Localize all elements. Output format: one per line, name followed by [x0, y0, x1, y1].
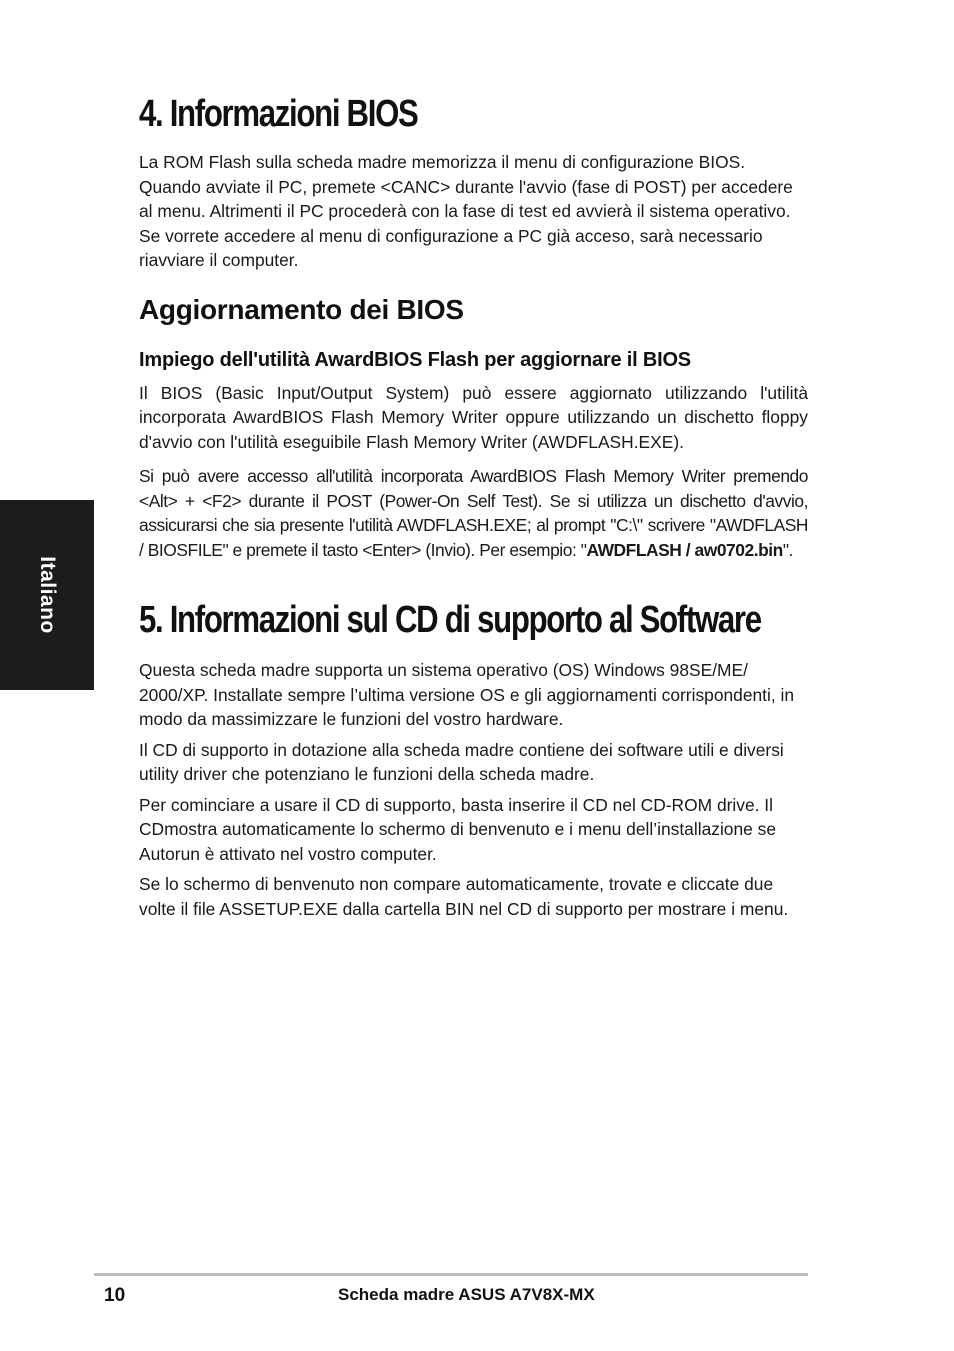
cd-paragraph-3: Per cominciare a usare il CD di supporto, basta inserire il CD nel CD-ROM drive. Il CDmostra automaticamente lo schermo di benvenuto e i menu dell’installazione se Autorun è attivato nel vostro computer. [139, 794, 777, 864]
footer-document-title: Scheda madre ASUS A7V8X-MX [338, 1285, 595, 1304]
cd-paragraph-2: Il CD di supporto in dotazione alla scheda madre contiene dei software utili e diversi utility driver che potenziano le funzioni della scheda madre. [139, 739, 784, 784]
bios-intro-paragraph: La ROM Flash sulla scheda madre memorizza il menu di configurazione BIOS. Quando avviate il PC, premete <CANC> durante l'avvio (fase di POST) per accedere al menu. Altrimenti il PC procederà con la fase di test ed avvierà il sistema operativo. Se vorrete accedere al menu di configurazione a PC già acceso, sarà necessario riavviare il computer. [139, 152, 793, 270]
awardbios-command-example: AWDFLASH / aw0702.bin [586, 539, 783, 560]
page-number: 10 [104, 1285, 126, 1306]
footer-divider [94, 1273, 808, 1276]
awardbios-paragraph-2-text: Si può avere accesso all'utilità incorporata AwardBIOS Flash Memory Writer premendo <Alt> + <F2> durante il POST (Power-On Self Test). Se si utilizza un dischetto d'avvio, assicurarsi che sia presente l'utilità AWDFLASH.EXE; al prompt "C:\" scrivere "AWDFLASH / BIOSFILE" e premete il tasto <Enter> (Invio). Per esempio: " [139, 466, 808, 560]
language-side-tab [0, 500, 94, 690]
awardbios-paragraph-2-end: ". [782, 539, 793, 560]
cd-paragraph-4: Se lo schermo di benvenuto non compare automaticamente, trovate e cliccate due volte il file ASSETUP.EXE dalla cartella BIN nel CD di supporto per mostrare i menu. [139, 874, 789, 919]
awardbios-paragraph-2 [139, 464, 808, 562]
page-content [139, 92, 808, 927]
subheading-awardbios-flash: Impiego dell'utilità AwardBIOS Flash per aggiornare il BIOS [139, 348, 691, 371]
cd-paragraph-1: Questa scheda madre supporta un sistema operativo (OS) Windows 98SE/ME/ 2000/XP. Installate sempre l’ultima versione OS e gli aggiornamenti corrispondenti, in modo da massimizzare le funzioni del vostro hardware. [139, 660, 795, 729]
awardbios-paragraph-1: Il BIOS (Basic Input/Output System) può essere aggiornato utilizzando l'utilità incorporata AwardBIOS Flash Memory Writer oppure utilizzando un dischetto floppy d'avvio con l'utilità eseguibile Flash Memory Writer (AWDFLASH.EXE). [139, 382, 808, 452]
language-tab-label: Italiano [36, 556, 59, 634]
heading-bios-update: Aggiornamento dei BIOS [139, 293, 464, 325]
section-title-cd: 5. Informazioni sul CD di supporto al Software [139, 599, 761, 641]
section-title-bios: 4. Informazioni BIOS [139, 93, 418, 135]
